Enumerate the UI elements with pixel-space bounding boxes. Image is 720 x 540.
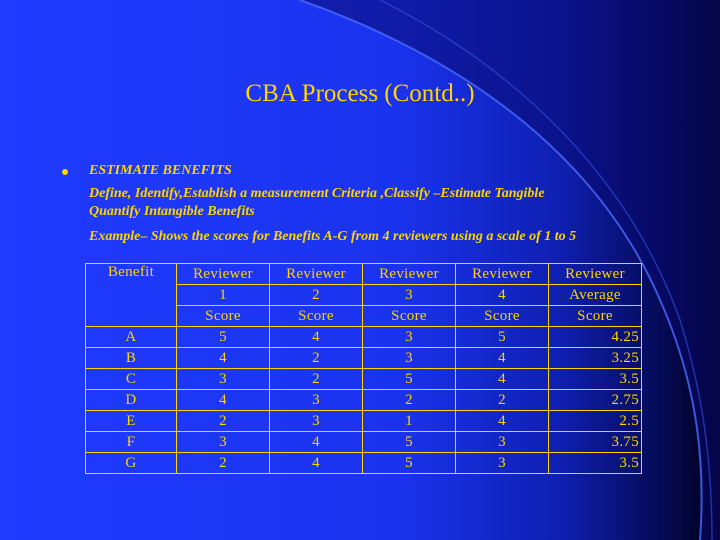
table-row [86,411,642,432]
table-row [86,327,642,348]
average-score-cell: 3.5 [549,369,642,390]
average-score-cell: 3.5 [549,453,642,474]
header-score-2: Score [270,306,363,327]
average-score-cell: 2.75 [549,390,642,411]
slide-title: CBA Process (Contd..) [245,80,475,107]
header-score-1: Score [177,306,270,327]
benefit-cell: G [86,453,177,474]
average-score-cell: 4.25 [549,327,642,348]
score-cell-reviewer-4: 4 [456,411,549,432]
score-cell-reviewer-3: 5 [363,369,456,390]
average-score-cell: 2.5 [549,411,642,432]
header-number-1: 1 [177,285,270,306]
benefit-cell: D [86,390,177,411]
score-cell-reviewer-1: 3 [177,432,270,453]
benefit-cell: F [86,432,177,453]
scores-table-container [85,263,642,474]
table-header-row [86,264,642,285]
header-reviewer-avg: Reviewer [549,264,642,285]
bullet-subtext-line-3: Example– Shows the scores for Benefits A-G from 4 reviewers using a scale of 1 to 5 [89,229,577,244]
score-cell-reviewer-2: 4 [270,327,363,348]
header-score-3: Score [363,306,456,327]
score-cell-reviewer-2: 3 [270,411,363,432]
score-cell-reviewer-4: 2 [456,390,549,411]
table-row [86,453,642,474]
score-cell-reviewer-3: 3 [363,348,456,369]
header-benefit: Benefit [86,264,177,327]
average-score-cell: 3.75 [549,432,642,453]
header-average: Average [549,285,642,306]
score-cell-reviewer-4: 4 [456,369,549,390]
scores-table [85,263,642,474]
benefit-cell: E [86,411,177,432]
score-cell-reviewer-3: 1 [363,411,456,432]
score-cell-reviewer-4: 4 [456,348,549,369]
score-cell-reviewer-4: 3 [456,432,549,453]
average-score-cell: 3.25 [549,348,642,369]
header-score-avg: Score [549,306,642,327]
benefit-cell: C [86,369,177,390]
table-row [86,432,642,453]
bullet-subtext-line-1: Define, Identify,Establish a measurement Criteria ,Classify –Estimate Tangible [89,186,545,201]
score-cell-reviewer-2: 2 [270,369,363,390]
score-cell-reviewer-1: 3 [177,369,270,390]
score-cell-reviewer-2: 3 [270,390,363,411]
header-number-2: 2 [270,285,363,306]
score-cell-reviewer-1: 2 [177,411,270,432]
header-reviewer-2: Reviewer [270,264,363,285]
score-cell-reviewer-3: 5 [363,453,456,474]
table-row [86,369,642,390]
header-reviewer-3: Reviewer [363,264,456,285]
score-cell-reviewer-1: 5 [177,327,270,348]
bullet-subtext-line-2: Quantify Intangible Benefits [89,204,255,219]
score-cell-reviewer-3: 3 [363,327,456,348]
header-number-3: 3 [363,285,456,306]
score-cell-reviewer-4: 3 [456,453,549,474]
score-cell-reviewer-2: 4 [270,432,363,453]
benefit-cell: A [86,327,177,348]
score-cell-reviewer-2: 2 [270,348,363,369]
bullet-dot-icon [62,169,68,175]
score-cell-reviewer-3: 2 [363,390,456,411]
header-reviewer-4: Reviewer [456,264,549,285]
table-body [86,327,642,474]
header-number-4: 4 [456,285,549,306]
header-score-4: Score [456,306,549,327]
score-cell-reviewer-3: 5 [363,432,456,453]
score-cell-reviewer-2: 4 [270,453,363,474]
score-cell-reviewer-4: 5 [456,327,549,348]
score-cell-reviewer-1: 4 [177,390,270,411]
table-row [86,348,642,369]
benefit-cell: B [86,348,177,369]
header-reviewer-1: Reviewer [177,264,270,285]
score-cell-reviewer-1: 4 [177,348,270,369]
bullet-heading: ESTIMATE BENEFITS [89,163,232,178]
table-row [86,390,642,411]
score-cell-reviewer-1: 2 [177,453,270,474]
